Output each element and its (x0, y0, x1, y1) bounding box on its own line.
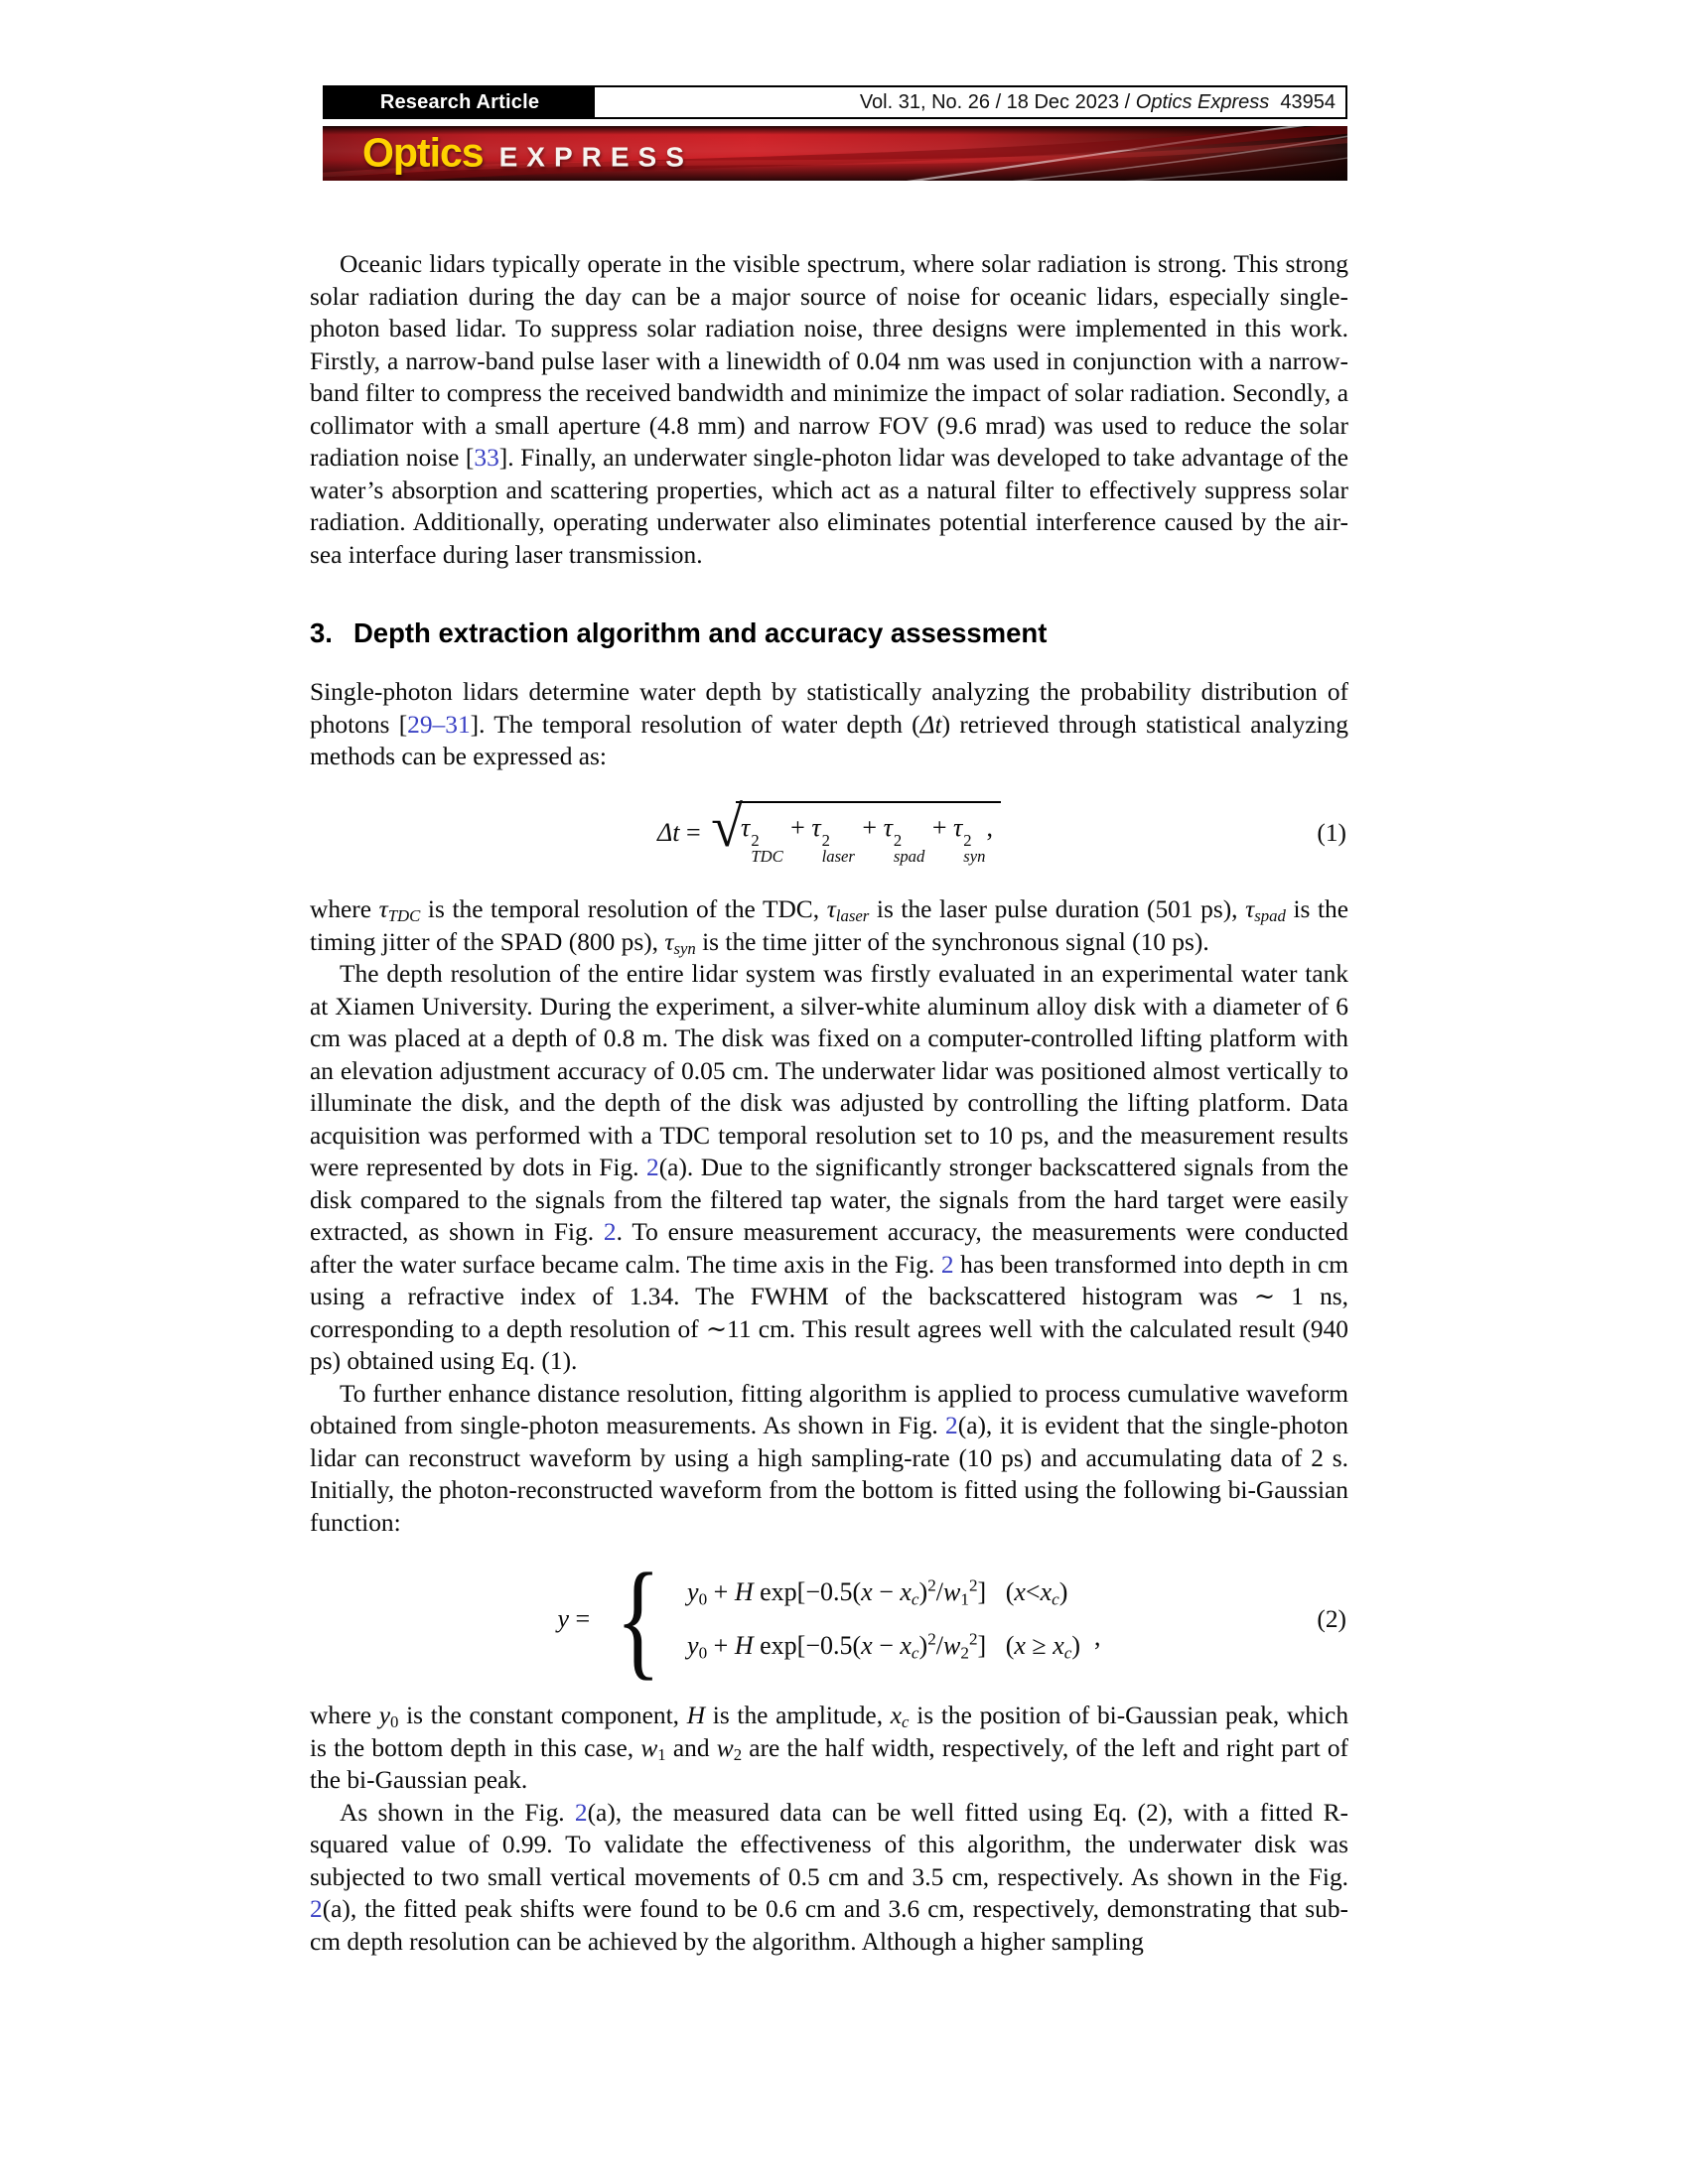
equation-2-comma: , (1094, 1621, 1101, 1651)
article-type-label: Research Article (379, 90, 540, 113)
ref-link[interactable]: 2 (574, 1798, 588, 1827)
equation-1-lhs: Δt = (657, 818, 708, 848)
paragraph-1: Oceanic lidars typically operate in the visible spectrum, where solar radiation is strong. This strong solar radiation during the day can be a major source of noise for oceanic lidars, especially single-photon based lidar. To suppress solar radiation noise, three designs were implemented in this work. Firstly, a narrow-band pulse laser with a linewidth of 0.04 nm was used in conjunction with a narrow-band filter to compress the received bandwidth and minimize the impact of solar radiation. Secondly, a collimator with a small aperture (4.8 mm) and narrow FOV (9.6 mrad) was used to reduce the solar radiation noise [33]. Finally, an underwater single-photon lidar was developed to take advantage of the water’s absorption and scattering properties, which act as a natural filter to effectively suppress solar radiation. Additionally, operating underwater also eliminates potential interference caused by the air-sea interface during laser transmission. (310, 250, 1348, 569)
ref-link[interactable]: 33 (474, 444, 499, 472)
article-type-badge (325, 87, 595, 117)
journal-logo-banner (323, 126, 1347, 181)
paragraph-2: Single-photon lidars determine water depth by statistically analyzing the probability distribution of photons [29–31]. The temporal resolution of water depth (Δt) retrieved through statistical analyzing methods can be expressed as: (310, 678, 1348, 770)
journal-logo (362, 129, 693, 176)
paragraph-3: where $\tau_{TDC}$ is the temporal resolution of the TDC, $\tau_{laser}$ is the laser pulse duration (501 ps), $\tau_{spad}$ is the timing jitter of the SPAD (800 ps), $\tau_{syn}$ is the time jitter of the synchronous signal (10 ps). (310, 895, 1349, 959)
paragraph-6: where $y_0$ is the constant component, H is the amplitude, $x_c$ is the position of bi-Gaussian peak, which is the bottom depth in this case, $w_1$ and $w_2$ are the half width, respectively, of the left and right part of the bi-Gaussian peak. (310, 1702, 1349, 1794)
article-body (310, 248, 1348, 1958)
sup-sub-stack: 2 spad (893, 830, 925, 866)
citation-page-number: 43954 (1269, 90, 1336, 113)
sup-sub-stack: 2 laser (821, 830, 855, 866)
equation-1-expression: τ 2 TDC + τ 2 laser + τ 2 spad + τ 2 syn , (736, 801, 1001, 867)
logo-express-text: EXPRESS (498, 141, 693, 173)
case-row-2: $y_0 + H$ $\exp[-0.5(x - x_c)^2/w_2^2]$ $(x \ge x_c)$ (687, 1629, 1081, 1663)
paragraph-4: The depth resolution of the entire lidar system was firstly evaluated in an experimental water tank at Xiamen University. During the experiment, a silver-white aluminum alloy disk with a diameter of 6 cm was placed at a depth of 0.8 m. The disk was fixed on a computer-controlled lifting platform with an elevation adjustment accuracy of 0.05 cm. The underwater lidar was positioned almost vertically to illuminate the disk, and the depth of the disk was adjusted by controlling the lifting platform. Data acquisition was performed with a TDC temporal resolution set to 10 ps, and the measurement results were represented by dots in Fig. 2(a). Due to the significantly stronger backscattered signals from the disk compared to the signals from the filtered tap water, the signals from the hard target were easily extracted, as shown in Fig. 2. To ensure measurement accuracy, the measurements were conducted after the water surface became calm. The time axis in the Fig. 2 has been transformed into depth in cm using a refractive index of 1.34. The FWHM of the backscattered histogram was ∼ 1 ns, corresponding to a depth resolution of ∼11 cm. This result agrees well with the calculated result (940 ps) obtained using Eq. (1). (310, 960, 1348, 1376)
citation (595, 87, 1345, 117)
equation-1-number: (1) (1317, 819, 1346, 848)
radical-sign: √ (711, 793, 744, 859)
section-number: 3. (310, 617, 333, 648)
equation-2-number: (2) (1317, 1604, 1346, 1633)
ref-link[interactable]: 2 (940, 1250, 954, 1279)
logo-optics-text: Optics (362, 129, 484, 176)
ref-link[interactable]: 2 (945, 1412, 958, 1440)
citation-journal: Optics Express (1135, 90, 1270, 113)
equation-2 (310, 1546, 1348, 1693)
ref-link[interactable]: 2 (646, 1154, 659, 1182)
square-root (711, 793, 1001, 867)
section-title: Depth extraction algorithm and accuracy assessment (352, 617, 1048, 648)
citation-volume: Vol. 31, No. 26 / 18 Dec 2023 / (859, 90, 1136, 113)
cases-brace: { (615, 1546, 661, 1693)
header-bar (323, 85, 1347, 119)
ref-link[interactable]: 29–31 (407, 710, 471, 739)
paragraph-5: To further enhance distance resolution, fitting algorithm is applied to process cumulative waveform obtained from single-photon measurements. As shown in Fig. 2(a), it is evident that the single-photon lidar can reconstruct waveform by using a high sampling-rate (10 ps) and accumulating data of 2 s. Initially, the photon-reconstructed waveform from the bottom is fitted using the following bi-Gaussian function: (310, 1379, 1348, 1537)
case-row-1: $y_0 + H$ $\exp[-0.5(x - x_c)^2/w_1^2]$ $(x<x_c)$ (687, 1575, 1068, 1608)
sup-sub-stack: 2 syn (963, 830, 986, 866)
ref-link[interactable]: 2 (310, 1895, 323, 1923)
paragraph-7: As shown in the Fig. 2(a), the measured data can be well fitted using Eq. (2), with a fitted R-squared value of 0.99. To validate the effectiveness of this algorithm, the underwater disk was subjected to two small vertical movements of 0.5 cm and 3.5 cm, respectively. As shown in the Fig. 2(a), the fitted peak shifts were found to be 0.6 cm and 3.6 cm, respectively, demonstrating that sub-cm depth resolution can be achieved by the algorithm. Although a higher sampling (310, 1798, 1348, 1956)
ref-link[interactable]: 2 (603, 1218, 617, 1247)
equation-1 (310, 793, 1348, 867)
equation-2-lhs: y = (557, 1603, 597, 1633)
sup-sub-stack: 2 TDC (751, 830, 783, 866)
cases-block (687, 1576, 1080, 1663)
section-heading (310, 616, 1348, 650)
